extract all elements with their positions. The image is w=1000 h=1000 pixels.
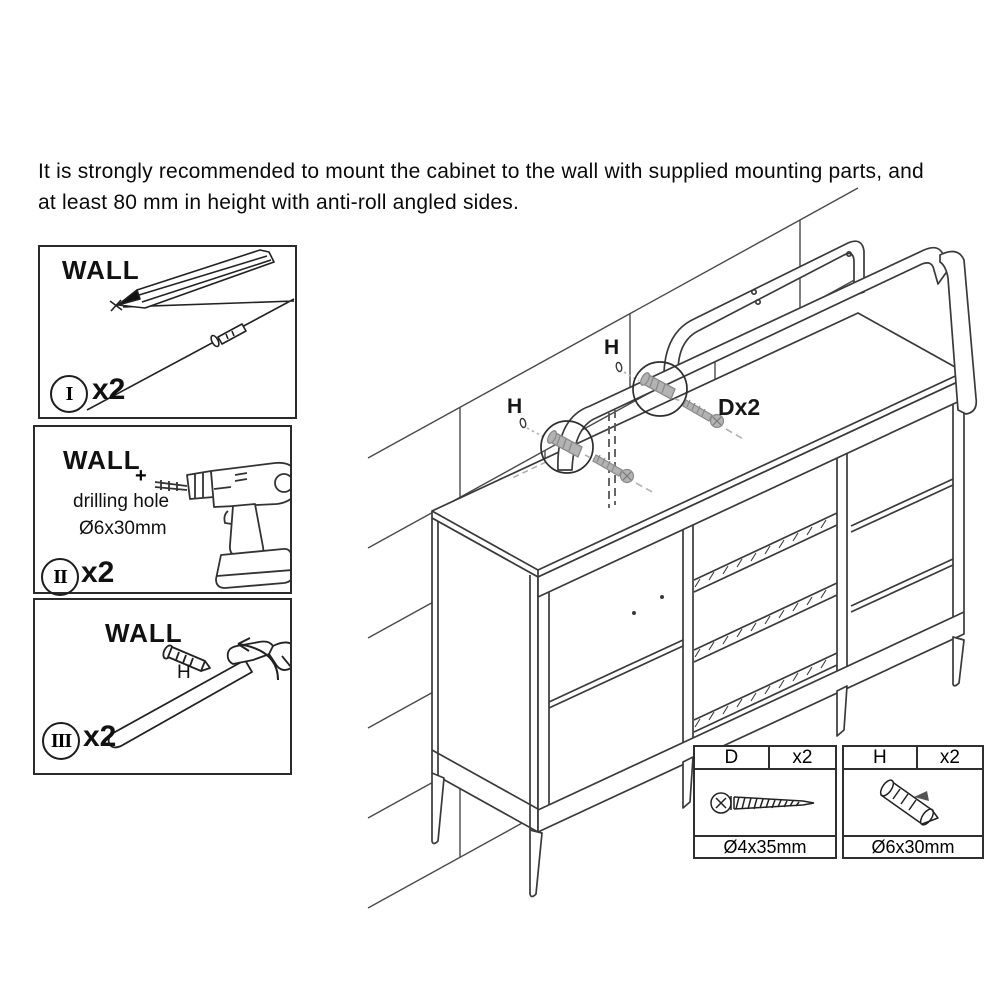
part-h-size: Ø6x30mm [844,835,982,857]
wall-hole-lower [519,418,526,428]
part-d-code: D [695,747,770,768]
screw-callout-label: Dx2 [718,394,761,420]
intro-line-2: at least 80 mm in height with anti-roll angled sides. [38,191,520,214]
part-d-header [695,747,835,770]
wall-hole-upper [615,362,622,372]
step-box-2 [33,425,292,594]
h-label-lower: H [507,395,523,418]
step-1-count: x2 [92,373,126,406]
part-h-qty: x2 [939,746,960,768]
wall-label-3: WALL [105,618,183,648]
part-d-qty: x2 [792,746,813,768]
wall-plug-icon [852,773,974,833]
h-label-upper: H [604,336,620,359]
step-3-numeral: III [42,722,80,760]
part-h-code: H [844,747,918,768]
step-box-1 [38,245,297,419]
intro-line-1: It is strongly recommended to mount the cabinet to the wall with supplied mounting parts, and [38,160,924,183]
wall-label-2: WALL [63,445,141,475]
drill-note-2: Ø6x30mm [79,518,167,539]
part-table-d [693,745,837,859]
step-2-count: x2 [81,556,115,589]
plug-label-3: H [177,662,191,683]
screw-icon [703,775,827,831]
step-1-numeral: I [50,375,88,413]
part-table-h [842,745,984,859]
wall-label-1: WALL [62,255,140,285]
plus-mark: + [135,465,147,487]
part-h-header [844,747,982,770]
drill-note-1: drilling hole [73,491,170,512]
step-3-count: x2 [83,720,117,753]
step-2-numeral: II [41,558,79,596]
step-box-3 [33,598,292,775]
part-d-size: Ø4x35mm [695,835,835,857]
